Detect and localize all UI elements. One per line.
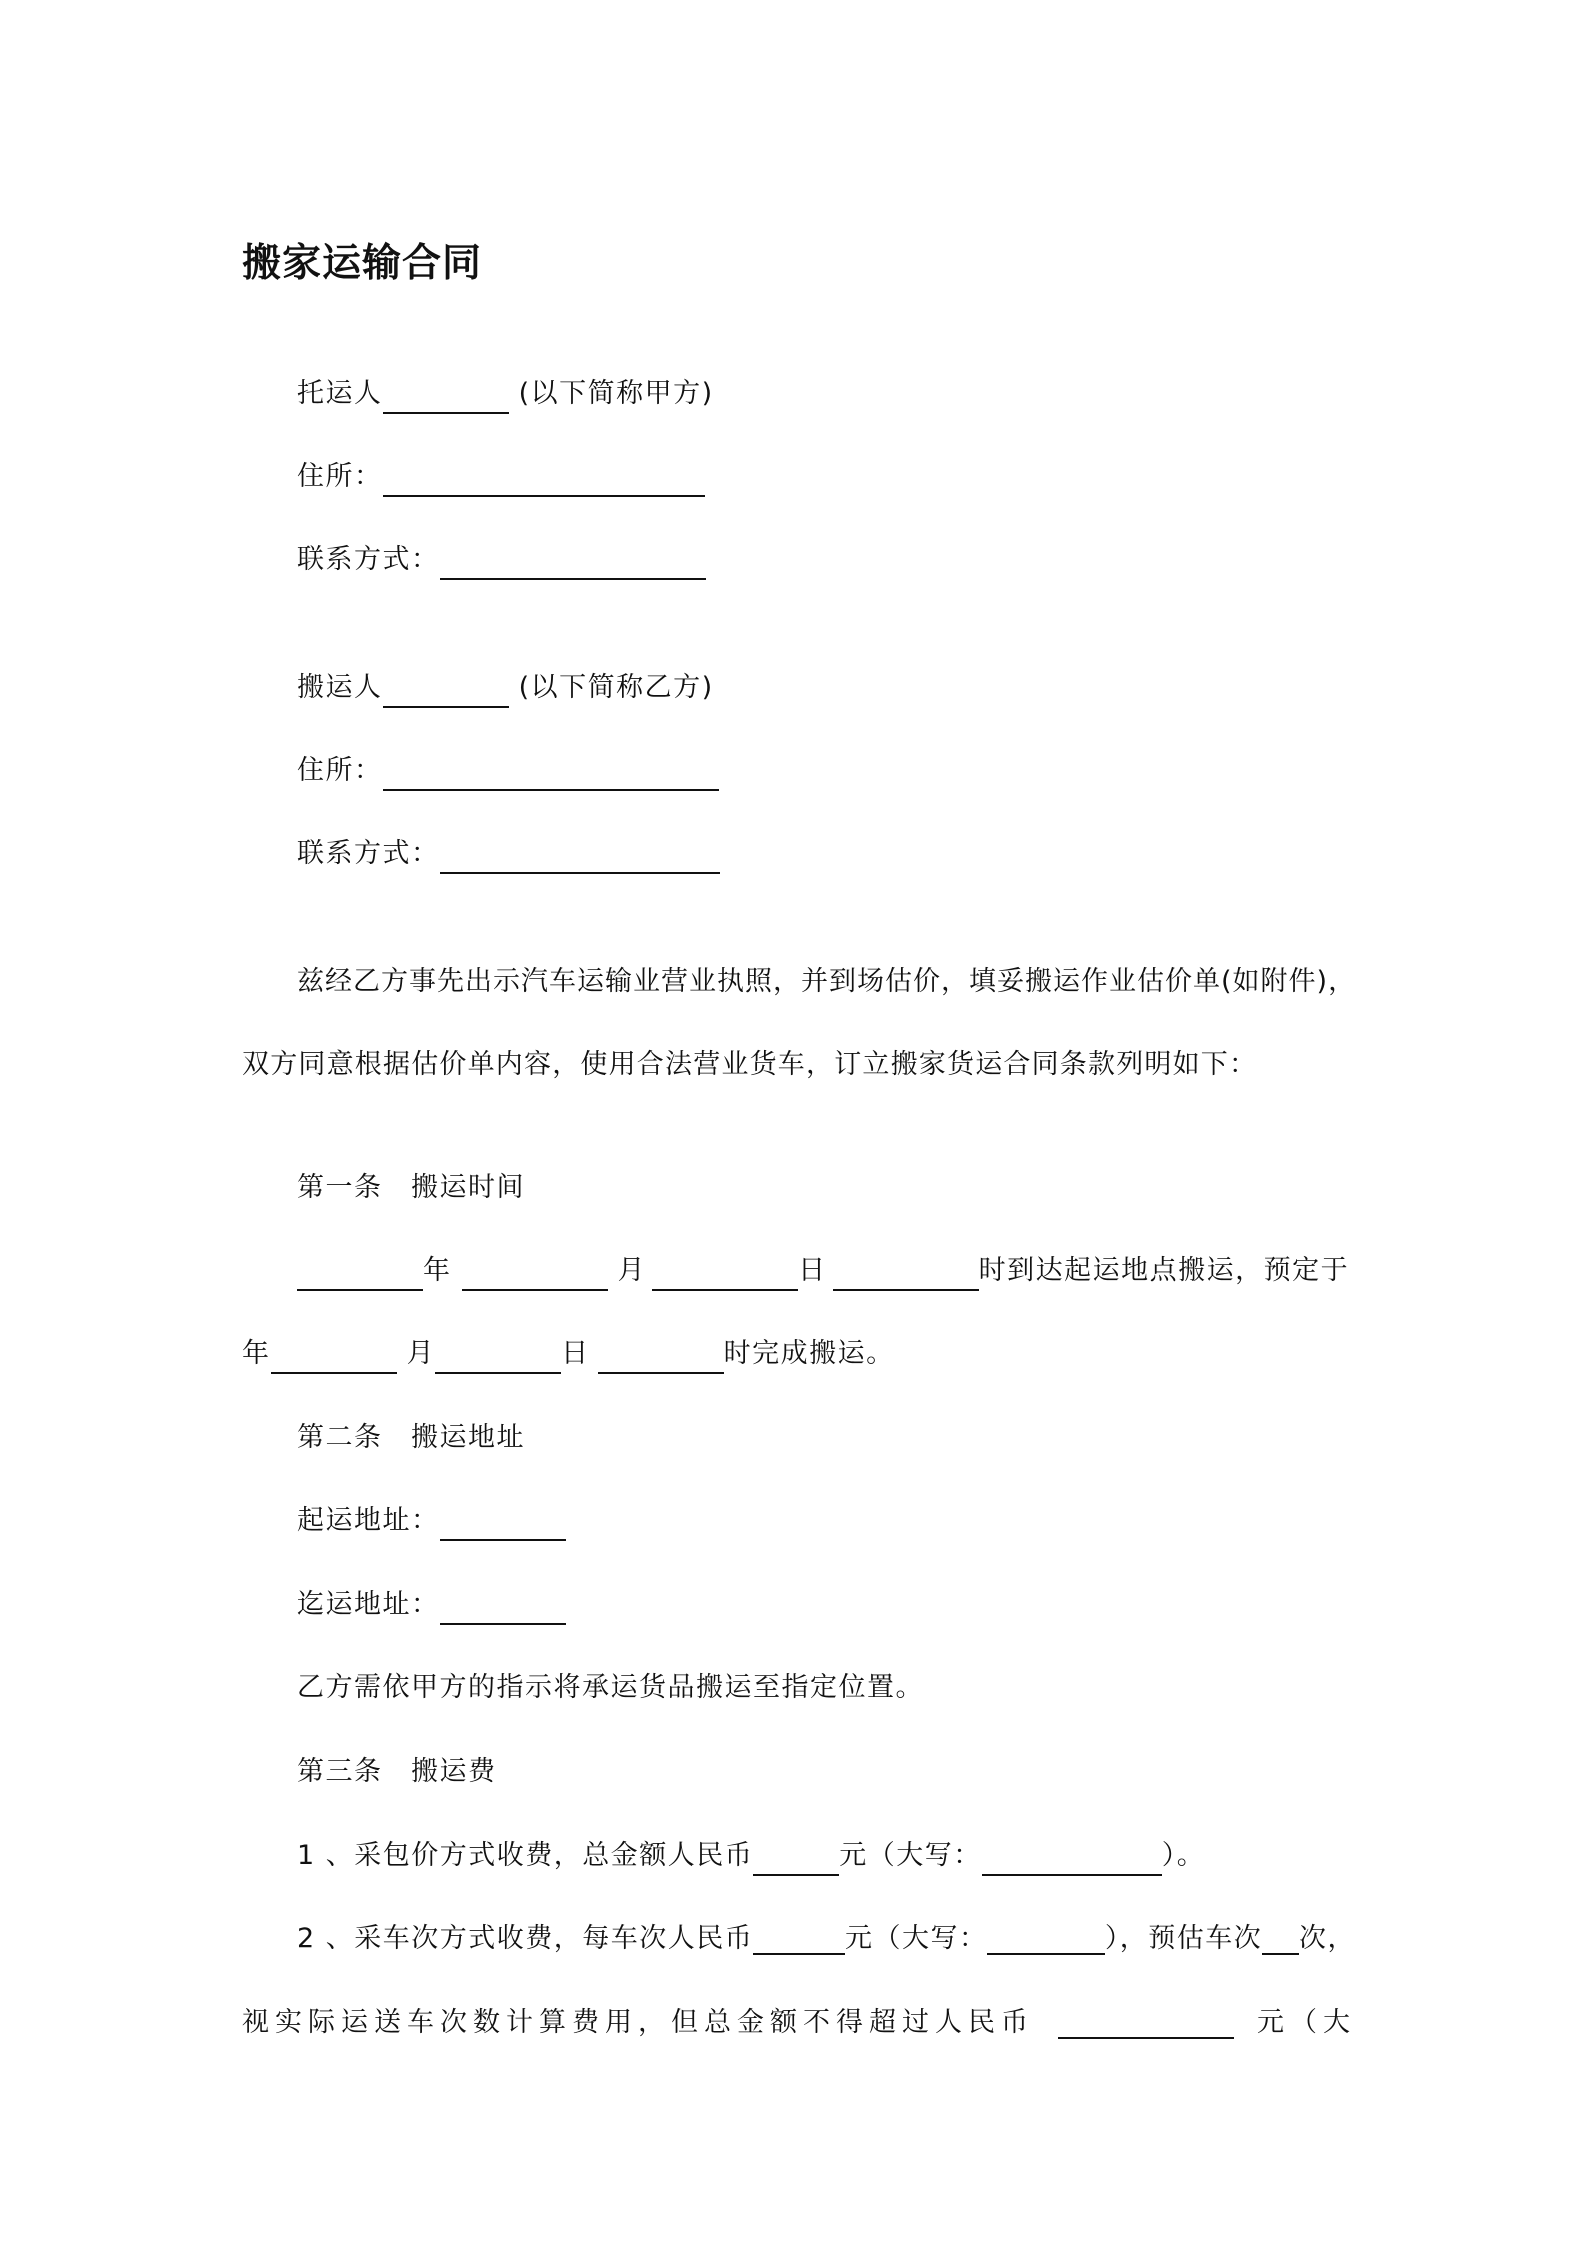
destination-field[interactable] (440, 1589, 566, 1625)
month-label: 月 (617, 1255, 647, 1286)
article-1-heading: 第一条 搬运时间 (297, 1172, 525, 1203)
mover-address-line (297, 751, 719, 791)
origin-label: 起运地址： (297, 1505, 440, 1536)
per-trip-words-field[interactable] (987, 1919, 1104, 1955)
mover-label: 搬运人 (297, 672, 383, 703)
start-day-field[interactable] (652, 1255, 798, 1291)
mover-address-field[interactable] (383, 755, 719, 791)
mover-address-label: 住所： (297, 755, 383, 786)
fee-item-1-unit: 元（大写： (839, 1840, 982, 1871)
article-1-line-2 (242, 1334, 895, 1374)
shipper-address-field[interactable] (383, 461, 705, 497)
end-day-field[interactable] (435, 1338, 561, 1374)
shipper-address-label: 住所： (297, 461, 383, 492)
shipper-alias: (以下简称甲方) (518, 378, 714, 409)
mover-contact-label: 联系方式： (297, 838, 440, 869)
document-title: 搬家运输合同 (242, 241, 483, 286)
shipper-contact-label: 联系方式： (297, 544, 440, 575)
mover-contact-field[interactable] (440, 838, 720, 874)
fee-item-2 (242, 1919, 1356, 1959)
fee-item-1-prefix: 1 、采包价方式收费，总金额人民币 (297, 1840, 754, 1871)
mover-contact-line (297, 834, 720, 874)
trip-count-field[interactable] (1262, 1919, 1299, 1955)
end-month-field[interactable] (271, 1338, 397, 1374)
shipper-line (297, 374, 714, 414)
shipper-contact-line (297, 540, 706, 580)
start-hour-field[interactable] (833, 1255, 979, 1291)
arrive-text: 时到达起运地点搬运，预定于 (978, 1255, 1350, 1286)
max-amount-field[interactable] (1058, 2003, 1234, 2039)
shipper-contact-field[interactable] (440, 544, 706, 580)
day-label: 日 (798, 1255, 827, 1286)
shipper-name-field[interactable] (383, 378, 509, 414)
article-2-instruction: 乙方需依甲方的指示将承运货品搬运至指定位置。 (297, 1672, 924, 1703)
year-label: 年 (423, 1255, 452, 1286)
article-3-heading: 第三条 搬运费 (297, 1756, 497, 1787)
destination-label: 迄运地址： (297, 1589, 440, 1620)
intro-line-1: 兹经乙方事先出示汽车运输业营业执照，并到场估价，填妥搬运作业估价单(如附件)， (297, 966, 1357, 997)
month-label: 月 (406, 1338, 436, 1369)
fee-item-2-mid: ），预估车次 (1104, 1923, 1263, 1954)
shipper-label: 托运人 (297, 378, 383, 409)
fee-item-2-line-2 (242, 2003, 1356, 2043)
fee-item-2-unit: 元（大写： (844, 1923, 988, 1954)
mover-line (297, 668, 714, 708)
end-hour-field[interactable] (598, 1338, 724, 1374)
fee-item-1-end: ）。 (1161, 1840, 1206, 1871)
mover-name-field[interactable] (383, 672, 509, 708)
package-amount-words-field[interactable] (982, 1840, 1162, 1876)
destination-line (297, 1585, 566, 1625)
fee-item-2-line-2-unit: 元（大 (1257, 2007, 1356, 2038)
package-amount-field[interactable] (753, 1840, 839, 1876)
fee-item-1 (297, 1836, 1205, 1876)
intro-line-2: 双方同意根据估价单内容，使用合法营业货车，订立搬家货运合同条款列明如下： (242, 1049, 1258, 1080)
origin-field[interactable] (440, 1505, 566, 1541)
article-2-heading: 第二条 搬运地址 (297, 1422, 525, 1453)
article-1-line-1 (297, 1251, 1349, 1291)
complete-text: 时完成搬运。 (723, 1338, 895, 1369)
mover-alias: (以下简称乙方) (518, 672, 714, 703)
day-label: 日 (561, 1338, 590, 1369)
fee-item-2-prefix: 2 、采车次方式收费，每车次人民币 (297, 1923, 754, 1954)
per-trip-amount-field[interactable] (753, 1919, 845, 1955)
shipper-address-line (297, 457, 705, 497)
origin-line (297, 1501, 566, 1541)
start-month-field[interactable] (462, 1255, 608, 1291)
start-year-field[interactable] (297, 1255, 423, 1291)
fee-item-2-line-2-prefix: 视实际运送车次数计算费用，但总金额不得超过人民币 (242, 2007, 1034, 2038)
year-label: 年 (242, 1338, 271, 1369)
fee-item-2-count-unit: 次， (1298, 1923, 1356, 1954)
